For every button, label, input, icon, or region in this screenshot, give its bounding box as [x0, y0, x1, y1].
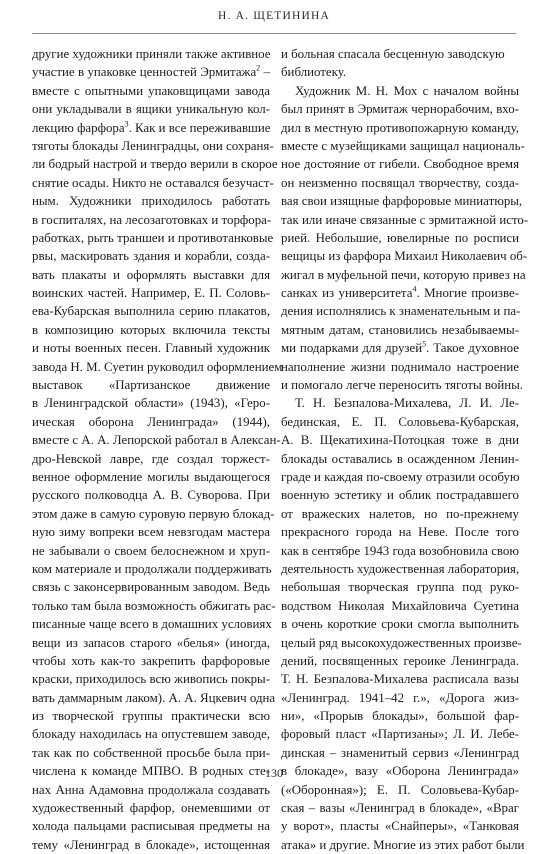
text-line: у ворот», пласты «Снайперы», «Танковая — [281, 819, 519, 834]
text-line: динская – знаменитый сервиз «Ленинград — [281, 745, 519, 760]
text-line: блокаду находилась на опустевшем заводе, — [32, 727, 270, 742]
text-line: связь с законсервированным заводом. Ведь — [32, 580, 270, 595]
right-column — [281, 45, 529, 854]
text-line: он неизменно посвящал творчеству, созда- — [281, 175, 519, 190]
text-line: военную эстетику и облик пострадавшего — [281, 488, 519, 503]
text-line: ную зиму вопреки всем невзгодам мастера — [32, 525, 270, 540]
text-line: дил в местную противопожарную команду, — [281, 120, 519, 135]
text-line: водством Николая Михайловича Суетина — [281, 598, 519, 613]
text-line: «Ленинград. 1941–42 г.», «Дорога жиз- — [281, 690, 519, 705]
text-line: А. В. Щекатихина-Потоцкая тоже в дни — [281, 433, 519, 448]
text-line: и помогало легче переносить тяготы войны. — [281, 378, 523, 393]
text-line: вать даммарным лаком). А. А. Яцкевич одна — [32, 690, 276, 705]
text-line: дения исполнялись к знаменательным и па- — [281, 304, 521, 319]
text-line: ное достояние от гибели. Свободное время — [281, 157, 519, 172]
text-line: наполнение жизни поднимало настроение — [281, 359, 519, 374]
text-line: снятие осады. Никто не оставался безучаст- — [32, 175, 274, 190]
text-line: холода пальцами расписывая предметы на — [32, 819, 270, 834]
text-line: и больная спасала бесценную заводскую — [281, 47, 505, 61]
text-line: русского полководца А. В. Суворова. При — [32, 488, 270, 503]
text-line: в Ленинградской области» (1943), «Геро- — [32, 396, 270, 411]
text-line: санках из университета$^4$. Многие произве- — [281, 284, 520, 301]
text-line: от вражеских налетов, но по-прежнему — [281, 506, 519, 521]
text-line: ми подарками для друзей$^5$. Такое духовное — [281, 339, 519, 356]
text-line: жигал в муфельной печи, которую привез на — [281, 267, 526, 282]
text-line: только там была возможность обжигать рас- — [32, 598, 276, 613]
text-line: рией. Небольшие, ювелирные по росписи — [281, 230, 519, 245]
text-line: ком материале и продолжали поддерживать — [32, 561, 272, 576]
text-line: ли бодрый настрой и твердо верили в скорое — [32, 157, 278, 172]
text-line: в блокаде», вазу «Оборона Ленинграда» — [281, 764, 519, 779]
text-line: дро-Невской лавре, где создал торжест- — [32, 451, 270, 466]
text-line: ская – вазы «Ленинград в блокаде», «Враг — [281, 801, 519, 816]
text-line: участие в упаковке ценностей Эрмитажа$^2$ – — [32, 64, 270, 80]
text-line: краски, приходилось всю живопись покры- — [32, 672, 270, 687]
text-line: Художник М. Н. Мох с началом войны — [295, 83, 519, 98]
header-rule — [32, 33, 516, 34]
text-line: («Оборонная»); Е. П. Соловьева-Кубар- — [281, 782, 519, 797]
text-line: вместе с музейщиками защищал националь- — [281, 138, 525, 153]
text-line: ическая оборона Ленинграда» (1944), — [32, 414, 270, 429]
text-line: мятным датам, становились незабываемы- — [281, 322, 519, 337]
text-line: как в сентябре 1943 года возобновила свою — [281, 543, 519, 558]
text-line: вещи из запасов старого «белья» (иногда, — [32, 635, 270, 650]
text-line: числена к команде МПВО. В родных сте- — [32, 764, 270, 779]
text-line: целый ряд высокохудожественных произве- — [281, 635, 522, 650]
text-line: в композицию которых включила тексты — [32, 322, 270, 337]
text-line: вместе с А. А. Лепорской работал в Алексан- — [32, 433, 281, 448]
text-line: ни», «Прорыв блокады», большой фар- — [281, 709, 519, 724]
text-line: и ноты военных песен. Главный художник — [32, 341, 270, 356]
footnote-ref[interactable]: 4 — [412, 284, 417, 294]
text-line: вместе с опытными упаковщицами завода — [32, 83, 270, 98]
text-line: вещицы из фарфора Михаил Николаевич об- — [281, 249, 528, 264]
text-line: лекцию фарфора$^3$. Как и все переживавшие — [32, 119, 271, 135]
text-line: нах Анна Адамовна продолжала создавать — [32, 782, 270, 797]
text-line: выставок «Партизанское движение — [32, 378, 270, 393]
text-line: вать плакаты и оформлять выставки для — [32, 267, 270, 282]
text-line: в госпиталях, на лесозаготовках и торфора- — [32, 212, 272, 227]
text-line: блокады оставались в осажденном Ленин- — [281, 451, 519, 466]
text-line: в очень короткие сроки смогла выполнить — [281, 617, 519, 632]
page-number: 130 — [265, 766, 283, 780]
text-line: венное оформление могилы выдающегося — [32, 469, 270, 484]
running-header: Н. А. ЩЕТИНИНА — [217, 10, 331, 22]
text-line: не забывали о своем белоснежном и хруп- — [32, 543, 270, 558]
footnote-ref[interactable]: 2 — [256, 64, 261, 74]
text-line: так как по собственной просьбе была при- — [32, 745, 270, 760]
text-line: так или иначе связанные с эрмитажной исто- — [281, 212, 529, 227]
text-line: художественный фарфор, онемевшими от — [32, 801, 270, 816]
text-line: работках, рыть траншеи и противотанковые — [32, 230, 274, 245]
text-line: Т. Н. Безпалова-Михалева, Л. И. Ле- — [295, 396, 519, 411]
text-line: прекрасного города на Неве. После того — [281, 525, 519, 540]
text-line: небольшая творческая группа под руко- — [281, 580, 519, 595]
text-line: деятельность художественная лаборатория, — [281, 561, 520, 576]
text-line: рвы, маскировать здания и корабли, созда- — [32, 249, 270, 264]
text-line: дений, посвященных героике Ленинграда. — [281, 653, 519, 668]
text-line: чтобы хоть как-то закрепить фарфоровые — [32, 653, 270, 668]
text-line: форовый пласт «Партизаны»; Л. И. Лебе- — [281, 727, 519, 742]
text-line: был принят в Эрмитаж чернорабочим, вхо- — [281, 102, 519, 117]
footnote-ref[interactable]: 3 — [124, 119, 129, 129]
text-line: из творческой группы практически всю — [32, 709, 270, 724]
text-line: вая свои изящные фарфоровые миниатюры, — [281, 194, 523, 209]
text-line: другие художники приняли также активное — [32, 47, 271, 61]
text-line: граде и каждая по-своему отразили особую — [281, 469, 520, 484]
text-line: бединская, Е. П. Соловьева-Кубарская, — [281, 414, 519, 429]
text-line: завода Н. М. Суетин руководил оформлением — [32, 359, 283, 374]
text-line: тяготы блокады Ленинградцы, они сохраня- — [32, 138, 274, 153]
text-line: тему «Ленинград в блокаде», истощенная — [32, 837, 270, 852]
text-line: библиотеку. — [281, 65, 347, 80]
text-line: писанные чаще всего в домашних условиях — [32, 617, 272, 632]
text-line: атака» и другие. Многие из этих работ были — [281, 837, 525, 852]
footnote-ref[interactable]: 5 — [422, 339, 427, 349]
text-line: они укладывали в ящики уникальную кол- — [32, 102, 270, 117]
text-line: ева-Кубарская выполнила серию плакатов, — [32, 304, 270, 319]
text-line: воинских частей. Например, Е. П. Соловь- — [32, 286, 270, 301]
text-line: ным. Художники приходилось работать — [32, 194, 270, 209]
text-line: этом даже в самую суровую первую блокад- — [32, 506, 275, 521]
text-line: Т. Н. Безпалова-Михалева расписала вазы — [281, 672, 519, 687]
